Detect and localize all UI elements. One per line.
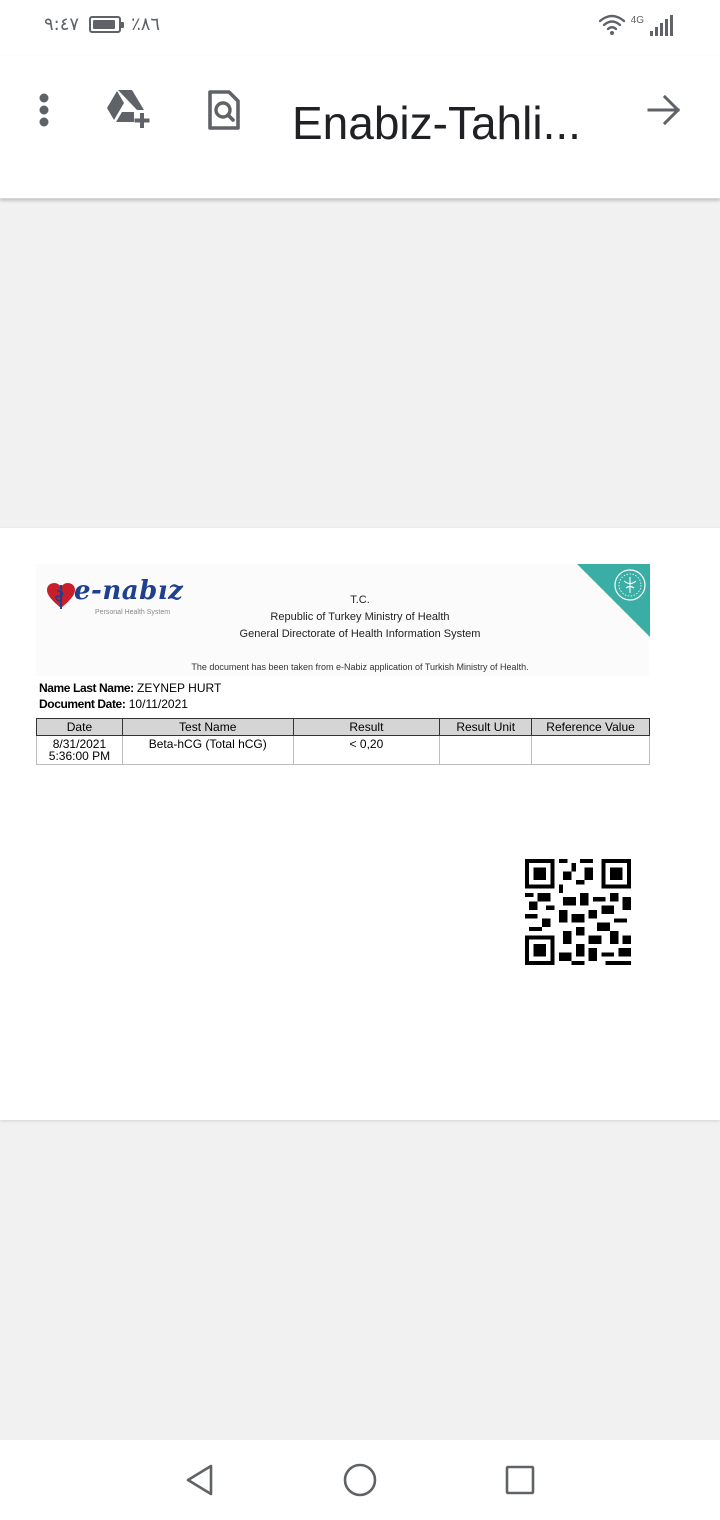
recents-button[interactable] (496, 1460, 544, 1500)
add-to-drive-icon (104, 88, 152, 130)
table-row (37, 736, 650, 765)
recents-icon (504, 1464, 536, 1496)
top-toolbar (0, 56, 720, 199)
column-header-reference-value: Reference Value (532, 719, 650, 736)
battery-percent: ٪٨٦ (131, 14, 161, 35)
logo-text: e-nabız (74, 576, 184, 606)
status-left (44, 14, 160, 35)
back-button[interactable] (176, 1460, 224, 1500)
name-value: ZEYNEP HURT (133, 681, 222, 695)
home-icon (342, 1462, 378, 1498)
column-header-result: Result (293, 719, 440, 736)
more-vert-icon (38, 93, 50, 127)
document-header (36, 564, 649, 676)
ministry-seal-icon (577, 564, 650, 637)
system-nav-bar (0, 1440, 720, 1520)
status-right (599, 14, 674, 36)
date-label: Document Date: (39, 697, 126, 711)
home-button[interactable] (336, 1460, 384, 1500)
network-type: 4G (630, 15, 644, 26)
add-to-drive-button[interactable] (102, 86, 154, 132)
document-date-line (39, 697, 188, 711)
cell-date-time: 5:36:00 PM (48, 749, 111, 763)
column-header-test-name: Test Name (122, 719, 293, 736)
patient-name-line (39, 681, 221, 695)
name-label: Name Last Name: (39, 681, 134, 695)
status-time: ٩:٤٧ (44, 14, 80, 35)
battery-icon (89, 16, 121, 33)
wifi-icon (599, 14, 625, 36)
header-ministry: Republic of Turkey Ministry of Health (270, 611, 450, 623)
cell-test-name: Beta-hCG (Total hCG) (122, 736, 293, 765)
cell-result: < 0,20 (293, 736, 440, 765)
cell-result-unit (440, 736, 532, 765)
more-options-button[interactable] (24, 88, 64, 132)
column-header-date: Date (37, 719, 123, 736)
header-tc: T.C. (350, 594, 370, 606)
logo-subtitle: Personal Health System (95, 609, 171, 616)
header-directorate: General Directorate of Health Information System (239, 628, 481, 640)
cell-reference-value (532, 736, 650, 765)
cell-date (37, 736, 123, 765)
table-header-row (37, 719, 650, 736)
date-value: 10/11/2021 (125, 697, 188, 711)
find-in-page-icon (207, 89, 241, 131)
qr-code-icon (525, 859, 631, 965)
next-arrow-icon (646, 94, 682, 126)
status-bar (0, 0, 720, 56)
header-note: The document has been taken from e-Nabiz application of Turkish Ministry of Health. (191, 662, 529, 672)
find-in-page-button[interactable] (200, 86, 248, 134)
results-table (36, 718, 650, 765)
document-title: Enabiz-Tahli... (292, 97, 581, 149)
cell-date-day: 8/31/2021 (52, 737, 107, 751)
signal-icon (650, 14, 674, 36)
column-header-result-unit: Result Unit (440, 719, 532, 736)
next-button[interactable] (640, 88, 688, 132)
document-page (0, 528, 720, 1120)
back-icon (184, 1463, 216, 1497)
